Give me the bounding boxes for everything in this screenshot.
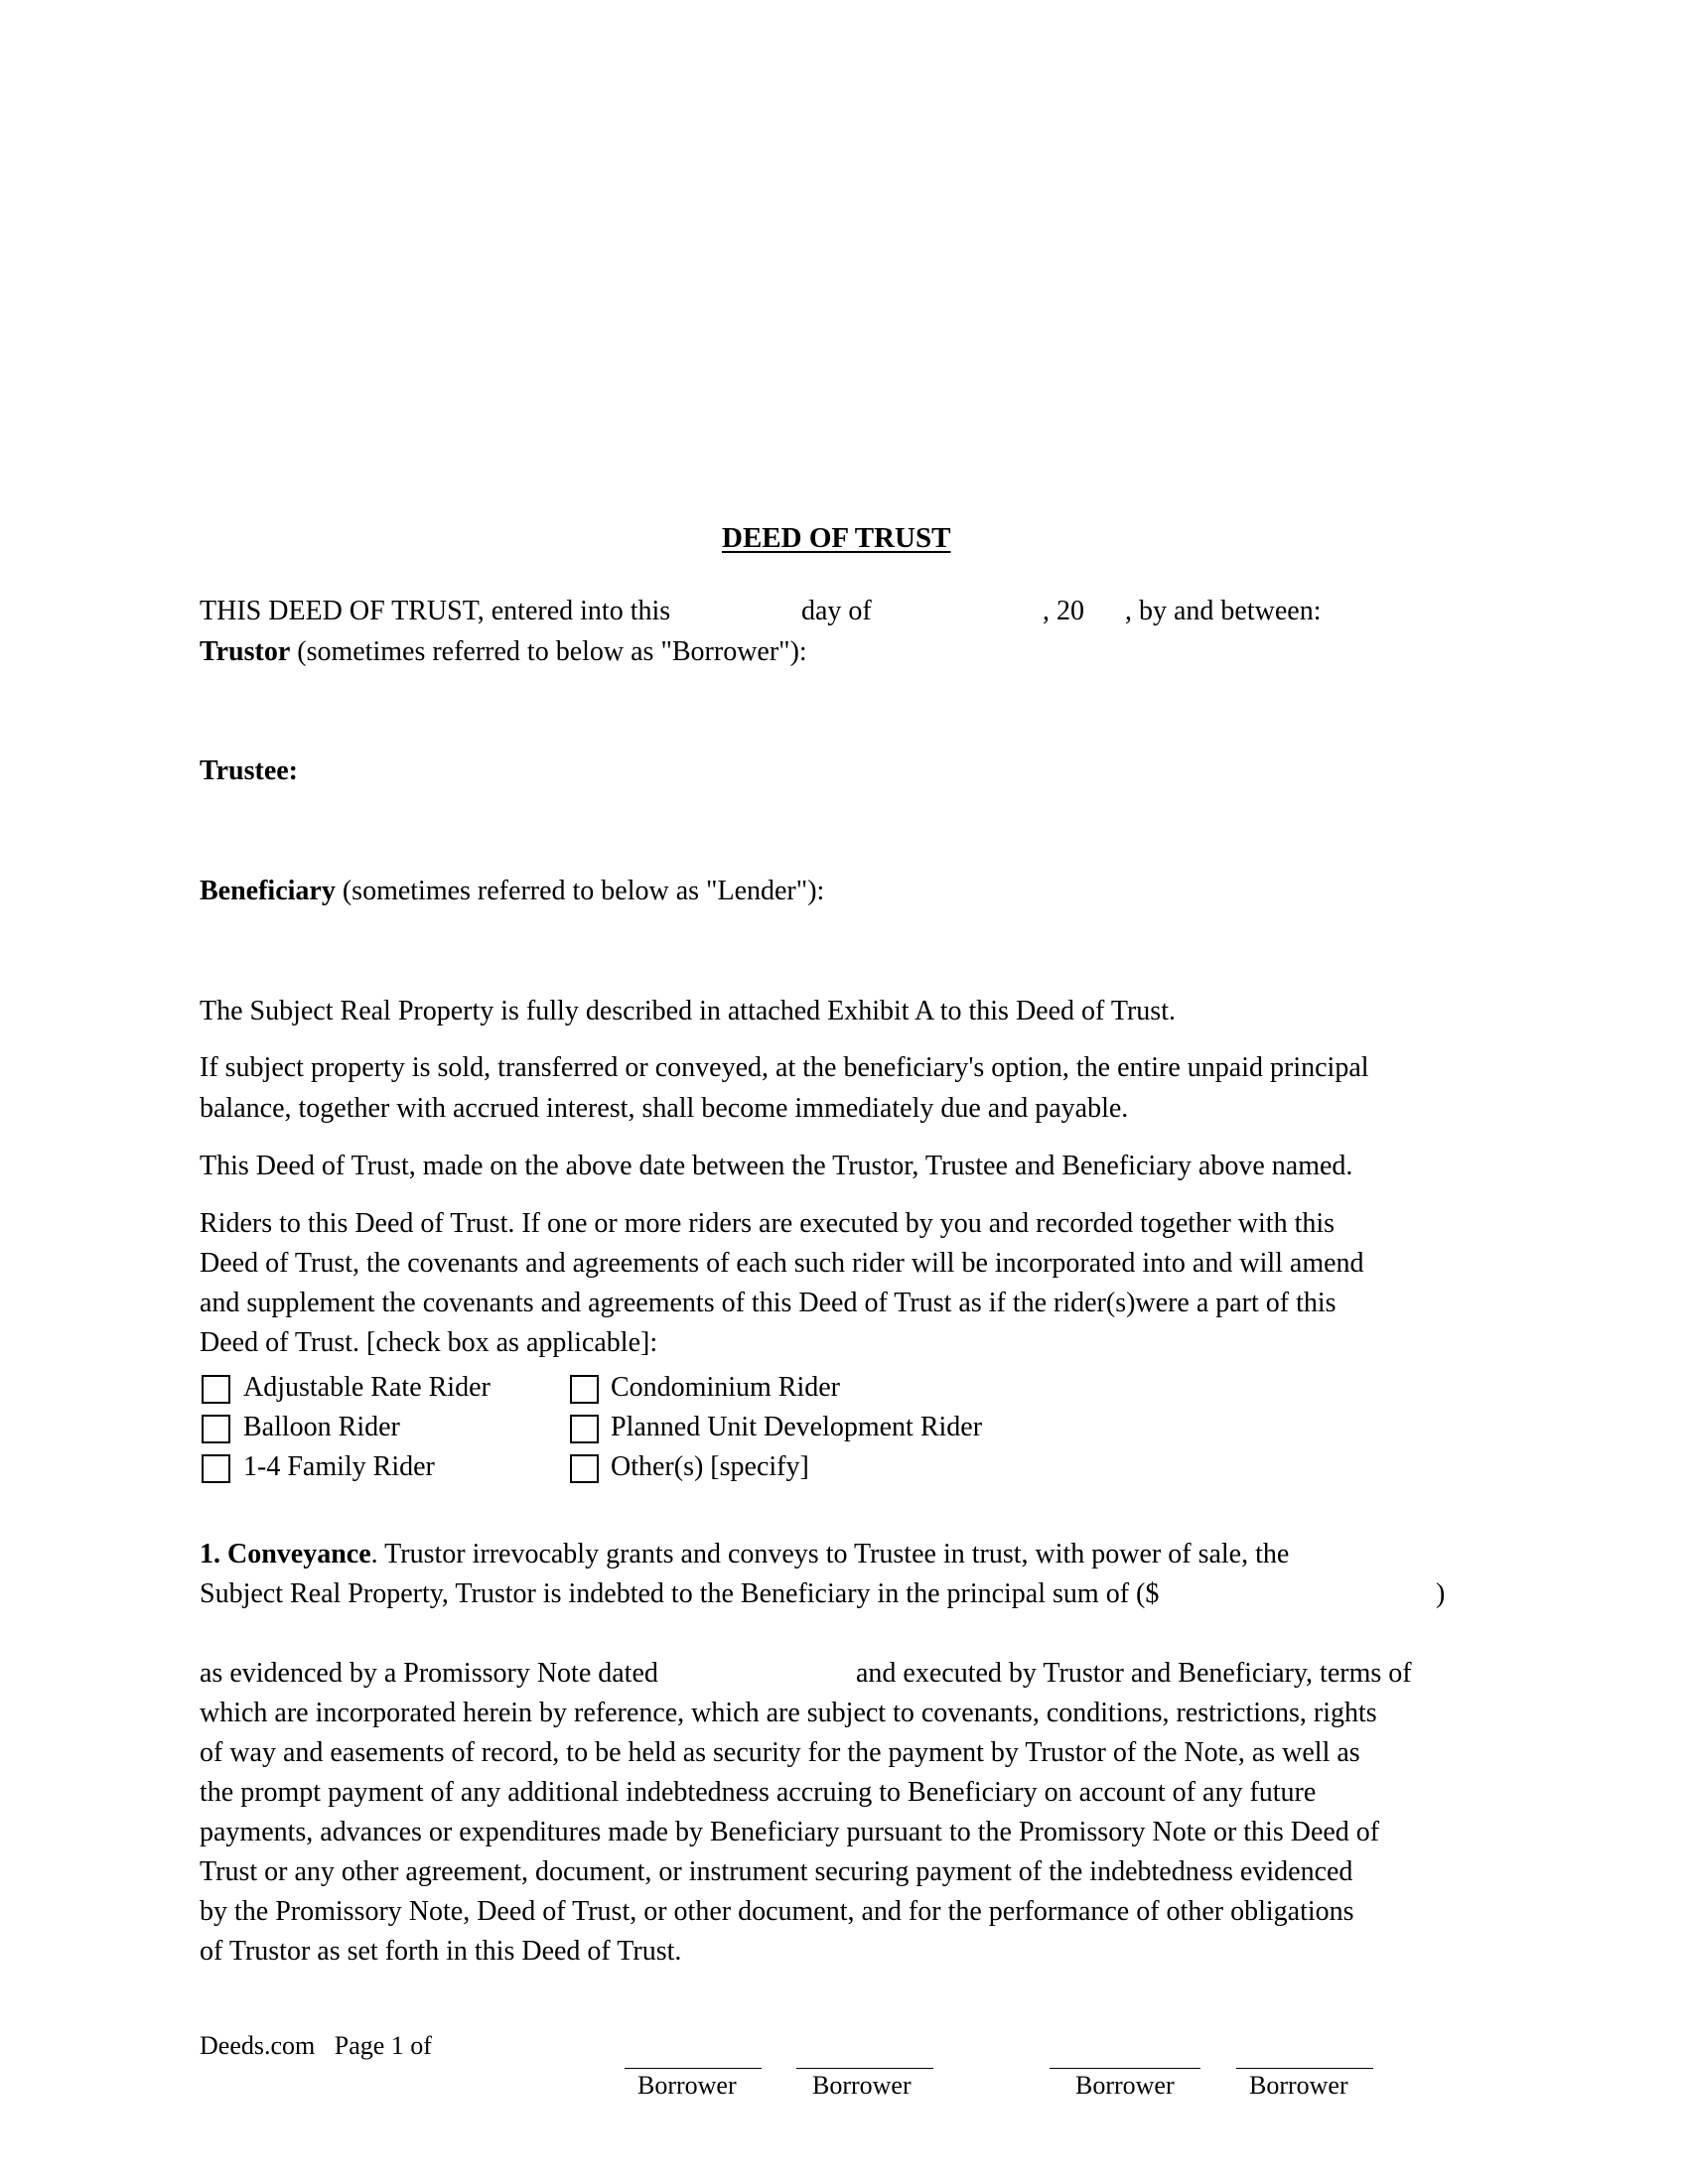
riders-paragraph-line-4: Deed of Trust. [check box as applicable]: — [200, 1327, 658, 1358]
sold-paragraph-line-1: If subject property is sold, transferred or conveyed, at the beneficiary's option, the entire unpaid principal — [200, 1052, 1369, 1083]
adjustable-rate-rider-checkbox[interactable] — [202, 1375, 230, 1404]
borrower-signature-line-2 — [796, 2068, 933, 2069]
borrower-signature-line-3 — [1050, 2068, 1200, 2069]
other-rider-label: Other(s) [specify] — [611, 1451, 809, 1482]
conveyance-line-10: of Trustor as set forth in this Deed of Trust. — [200, 1936, 682, 1967]
intro-text-2: day of — [801, 596, 872, 626]
footer-page: Page 1 of — [334, 2031, 432, 2060]
made-on-paragraph: This Deed of Trust, made on the above date between the Trustor, Trustee and Beneficiary above named. — [200, 1151, 1353, 1181]
footer-site: Deeds.com — [200, 2031, 316, 2060]
other-rider-checkbox[interactable] — [570, 1454, 599, 1483]
conveyance-line-7: payments, advances or expenditures made by Beneficiary pursuant to the Promissory Note or this Deed of — [200, 1817, 1380, 1847]
borrower-signature-line-1 — [625, 2068, 762, 2069]
condominium-rider-label: Condominium Rider — [611, 1372, 840, 1403]
conveyance-line-6: the prompt payment of any additional indebtedness accruing to Beneficiary on account of any future — [200, 1777, 1317, 1808]
family-rider-label: 1-4 Family Rider — [243, 1451, 435, 1482]
sold-paragraph-line-2: balance, together with accrued interest, shall become immediately due and payable. — [200, 1093, 1129, 1124]
conveyance-line-3b: and executed by Trustor and Beneficiary, terms of — [856, 1658, 1412, 1689]
intro-text-1: THIS DEED OF TRUST, entered into this — [200, 596, 671, 626]
exhibit-paragraph: The Subject Real Property is fully described in attached Exhibit A to this Deed of Trust. — [200, 996, 1176, 1026]
adjustable-rate-rider-label: Adjustable Rate Rider — [243, 1372, 491, 1403]
trustor-label: Trustor — [200, 636, 291, 667]
conveyance-line-1 — [200, 1539, 1289, 1570]
conveyance-line-1-text: . Trustor irrevocably grants and conveys to Trustee in trust, with power of sale, the — [370, 1539, 1290, 1570]
beneficiary-line — [200, 876, 824, 907]
riders-paragraph-line-3: and supplement the covenants and agreements of this Deed of Trust as if the rider(s)were a part of this — [200, 1288, 1336, 1318]
conveyance-heading: 1. Conveyance — [200, 1539, 371, 1570]
trustee-line — [200, 755, 298, 787]
borrower-label-3: Borrower — [1075, 2071, 1175, 2100]
condominium-rider-checkbox[interactable] — [570, 1375, 599, 1404]
document-title: DEED OF TRUST — [722, 522, 951, 554]
riders-paragraph-line-2: Deed of Trust, the covenants and agreements of each such rider will be incorporated into and will amend — [200, 1248, 1364, 1279]
pud-rider-checkbox[interactable] — [570, 1415, 599, 1443]
intro-text-3: , 20 — [1043, 596, 1084, 626]
riders-paragraph-line-1: Riders to this Deed of Trust. If one or more riders are executed by you and recorded together with this — [200, 1208, 1336, 1239]
borrower-signature-line-4 — [1236, 2068, 1373, 2069]
beneficiary-note: (sometimes referred to below as "Lender"): — [342, 876, 825, 906]
beneficiary-label: Beneficiary — [200, 876, 336, 906]
balloon-rider-label: Balloon Rider — [243, 1412, 400, 1442]
conveyance-line-4: which are incorporated herein by reference, which are subject to covenants, conditions, restrictions, rights — [200, 1698, 1377, 1728]
trustor-note: (sometimes referred to below as "Borrower"): — [297, 636, 807, 667]
borrower-label-1: Borrower — [637, 2071, 737, 2100]
balloon-rider-checkbox[interactable] — [202, 1415, 230, 1443]
conveyance-line-9: by the Promissory Note, Deed of Trust, or other document, and for the performance of other obligations — [200, 1896, 1354, 1927]
borrower-label-4: Borrower — [1249, 2071, 1348, 2100]
footer-source — [200, 2031, 432, 2061]
conveyance-line-5: of way and easements of record, to be held as security for the payment by Trustor of the Note, as well as — [200, 1737, 1360, 1768]
pud-rider-label: Planned Unit Development Rider — [611, 1412, 983, 1442]
conveyance-line-3a: as evidenced by a Promissory Note dated — [200, 1658, 658, 1689]
trustee-label: Trustee: — [200, 755, 298, 786]
conveyance-line-2: Subject Real Property, Trustor is indebted to the Beneficiary in the principal sum of ($ — [200, 1578, 1160, 1609]
family-rider-checkbox[interactable] — [202, 1454, 230, 1483]
trustor-line — [200, 636, 807, 668]
principal-sum-close-paren: ) — [1436, 1578, 1446, 1609]
conveyance-line-8: Trust or any other agreement, document, or instrument securing payment of the indebtedness evidenced — [200, 1856, 1353, 1887]
intro-text-4: , by and between: — [1125, 596, 1322, 626]
borrower-label-2: Borrower — [812, 2071, 912, 2100]
